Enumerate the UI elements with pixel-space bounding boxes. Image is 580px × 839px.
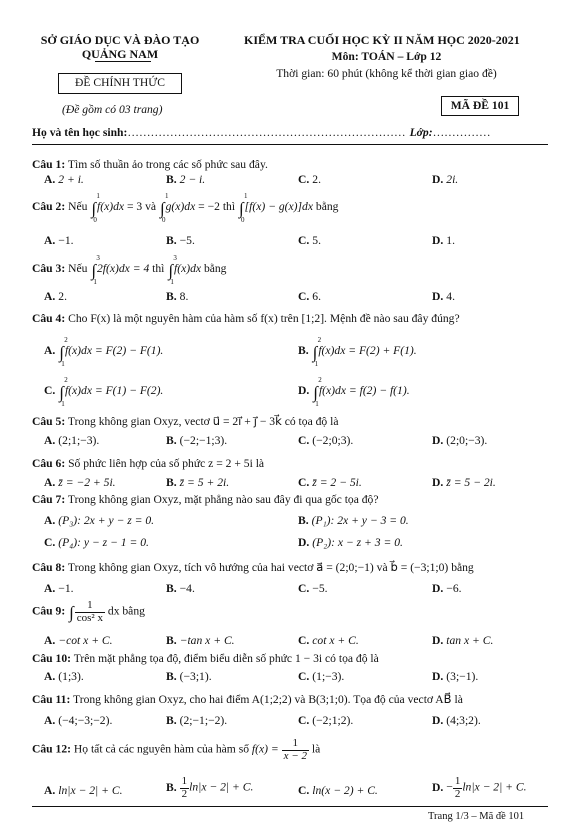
q4-option-d[interactable]: D. ∫ 2 1 f(x)dx = f(2) − f(1). bbox=[298, 376, 410, 408]
q1-option-a[interactable]: A. 2 + i. bbox=[44, 173, 84, 186]
q6-option-d[interactable]: D. z̄ = 5 − 2i. bbox=[432, 476, 496, 489]
q1-option-d[interactable]: D. 2i. bbox=[432, 173, 459, 186]
q9-option-c[interactable]: C. cot x + C. bbox=[298, 634, 359, 647]
q11-option-d[interactable]: D. (4;3;2). bbox=[432, 714, 481, 727]
q9-option-a[interactable]: A. −cot x + C. bbox=[44, 634, 113, 647]
q1-option-c[interactable]: C. 2. bbox=[298, 173, 321, 186]
question-7: Câu 7: Trong không gian Oxyz, mặt phẳng nào sau đây đi qua gốc tọa độ? bbox=[32, 493, 379, 506]
official-label: ĐỀ CHÍNH THỨC bbox=[75, 76, 165, 89]
subject: Môn: TOÁN – Lớp 12 bbox=[331, 50, 442, 63]
question-9: Câu 9: ∫ $\frac{1}{\text{cos² x}}$ dx bằng bbox=[32, 599, 145, 624]
question-10: Câu 10: Trên mặt phẳng tọa độ, điểm biểu diễn số phức 1 − 3i có tọa độ là bbox=[32, 652, 379, 665]
exam-title: KIỂM TRA CUỐI HỌC KỲ II NĂM HỌC 2020-2021 bbox=[244, 33, 520, 47]
q3-option-a[interactable]: A. 2. bbox=[44, 290, 67, 303]
q2-option-c[interactable]: C. 5. bbox=[298, 234, 321, 247]
q11-option-a[interactable]: A. (−4;−3;−2). bbox=[44, 714, 113, 727]
q4-option-b[interactable]: B. ∫ 2 1 f(x)dx = F(2) + F(1). bbox=[298, 336, 417, 368]
q8-option-b[interactable]: B. −4. bbox=[166, 582, 195, 595]
question-11: Câu 11: Trong không gian Oxyz, cho hai điểm A(1;2;2) và B(3;1;0). Tọa độ của vectơ AB⃗ là bbox=[32, 693, 463, 706]
q10-option-a[interactable]: A. (1;3). bbox=[44, 670, 84, 683]
q2-option-b[interactable]: B. −5. bbox=[166, 234, 195, 247]
question-2: Câu 2: Nếu ∫ 1 0 f(x)dx = 3 và ∫ 1 0 g(x)dx = −2 thì ∫ 1 0 [f(x) − g(x)]dx bằng bbox=[32, 192, 339, 224]
q12-option-a[interactable]: A. ln|x − 2| + C. bbox=[44, 784, 123, 797]
q8-option-c[interactable]: C. −5. bbox=[298, 582, 328, 595]
question-12: Câu 12: Họ tất cả các nguyên hàm của hàm số f(x) = $\frac{1}{x - 2}$ là bbox=[32, 737, 321, 762]
question-8: Câu 8: Trong không gian Oxyz, tích vô hướng của hai vectơ a⃗ = (2;0;−1) và b⃗ = (−3;1;0) bằng bbox=[32, 561, 474, 574]
q6-option-c[interactable]: C. z̄ = 2 − 5i. bbox=[298, 476, 362, 489]
q12-option-b[interactable]: B. $\frac{1}{2}$ ln|x − 2| + C. bbox=[166, 775, 254, 800]
q6-option-a[interactable]: A. z̄ = −2 + 5i. bbox=[44, 476, 116, 489]
student-name-dots: ……………………………………………………………… bbox=[127, 126, 406, 139]
q11-option-b[interactable]: B. (2;−1;−2). bbox=[166, 714, 228, 727]
q5-option-d[interactable]: D. (2;0;−3). bbox=[432, 434, 488, 447]
q11-option-c[interactable]: C. (−2;1;2). bbox=[298, 714, 354, 727]
q6-option-b[interactable]: B. z̄ = 5 + 2i. bbox=[166, 476, 230, 489]
student-line bbox=[32, 126, 491, 139]
q7-option-b[interactable]: B. (P₁): 2x + y − 3 = 0. bbox=[298, 514, 409, 527]
question-6: Câu 6: Số phức liên hợp của số phức z = 2 + 5i là bbox=[32, 457, 265, 470]
q7-option-d[interactable]: D. (P₂): x − z + 3 = 0. bbox=[298, 536, 403, 549]
q8-option-a[interactable]: A. −1. bbox=[44, 582, 74, 595]
q7-option-a[interactable]: A. (P₃): 2x + y − z = 0. bbox=[44, 514, 155, 527]
q8-option-d[interactable]: D. −6. bbox=[432, 582, 462, 595]
q7-option-c[interactable]: C. (P₄): y − z − 1 = 0. bbox=[44, 536, 149, 549]
class-label: Lớp: bbox=[409, 126, 433, 139]
q2-option-d[interactable]: D. 1. bbox=[432, 234, 455, 247]
header-underline bbox=[95, 61, 151, 62]
q5-option-a[interactable]: A. (2;1;−3). bbox=[44, 434, 100, 447]
header-divider bbox=[32, 144, 548, 145]
q10-option-d[interactable]: D. (3;−1). bbox=[432, 670, 479, 683]
q3-option-c[interactable]: C. 6. bbox=[298, 290, 321, 303]
question-3: Câu 3: Nếu ∫ 3 1 2f(x)dx = 4 thì ∫ 3 1 f(x)dx bằng bbox=[32, 254, 227, 286]
q1-option-b[interactable]: B. 2 − i. bbox=[166, 173, 206, 186]
q3-option-d[interactable]: D. 4. bbox=[432, 290, 455, 303]
q12-option-c[interactable]: C. ln(x − 2) + C. bbox=[298, 784, 378, 797]
q10-option-c[interactable]: C. (1;−3). bbox=[298, 670, 345, 683]
q12-option-d[interactable]: D. − $\frac{1}{2}$ ln|x − 2| + C. bbox=[432, 775, 527, 800]
q10-option-b[interactable]: B. (−3;1). bbox=[166, 670, 212, 683]
page-footer: Trang 1/3 – Mã đề 101 bbox=[428, 811, 525, 822]
exam-code: MÃ ĐỀ 101 bbox=[450, 99, 510, 112]
question-5: Câu 5: Trong không gian Oxyz, vectơ u⃗ = 2i⃗ + j⃗ − 3k⃗ có tọa độ là bbox=[32, 415, 339, 428]
question-4: Câu 4: Cho F(x) là một nguyên hàm của hàm số f(x) trên [1;2]. Mệnh đề nào sau đây đúng? bbox=[32, 312, 460, 325]
department-name: SỞ GIÁO DỤC VÀ ĐÀO TẠO bbox=[40, 33, 200, 47]
question-1: Câu 1: Tìm số thuần ảo trong các số phức sau đây. bbox=[32, 158, 268, 171]
time-limit: Thời gian: 60 phút (không kể thời gian giao đề) bbox=[276, 67, 497, 80]
pages-note: (Đề gồm có 03 trang) bbox=[62, 103, 163, 116]
q2-option-a[interactable]: A. −1. bbox=[44, 234, 74, 247]
footer-divider bbox=[32, 806, 548, 807]
student-name-label: Họ và tên học sinh: bbox=[32, 126, 128, 139]
q5-option-c[interactable]: C. (−2;0;3). bbox=[298, 434, 354, 447]
q3-option-b[interactable]: B. 8. bbox=[166, 290, 189, 303]
q5-option-b[interactable]: B. (−2;−1;3). bbox=[166, 434, 228, 447]
province-name: QUẢNG NAM bbox=[81, 47, 159, 61]
class-dots: …………… bbox=[432, 126, 491, 139]
q9-option-b[interactable]: B. −tan x + C. bbox=[166, 634, 235, 647]
q9-option-d[interactable]: D. tan x + C. bbox=[432, 634, 494, 647]
q4-option-a[interactable]: A. ∫ 2 1 f(x)dx = F(2) − F(1). bbox=[44, 336, 164, 368]
q4-option-c[interactable]: C. ∫ 2 1 f(x)dx = F(1) − F(2). bbox=[44, 376, 164, 408]
